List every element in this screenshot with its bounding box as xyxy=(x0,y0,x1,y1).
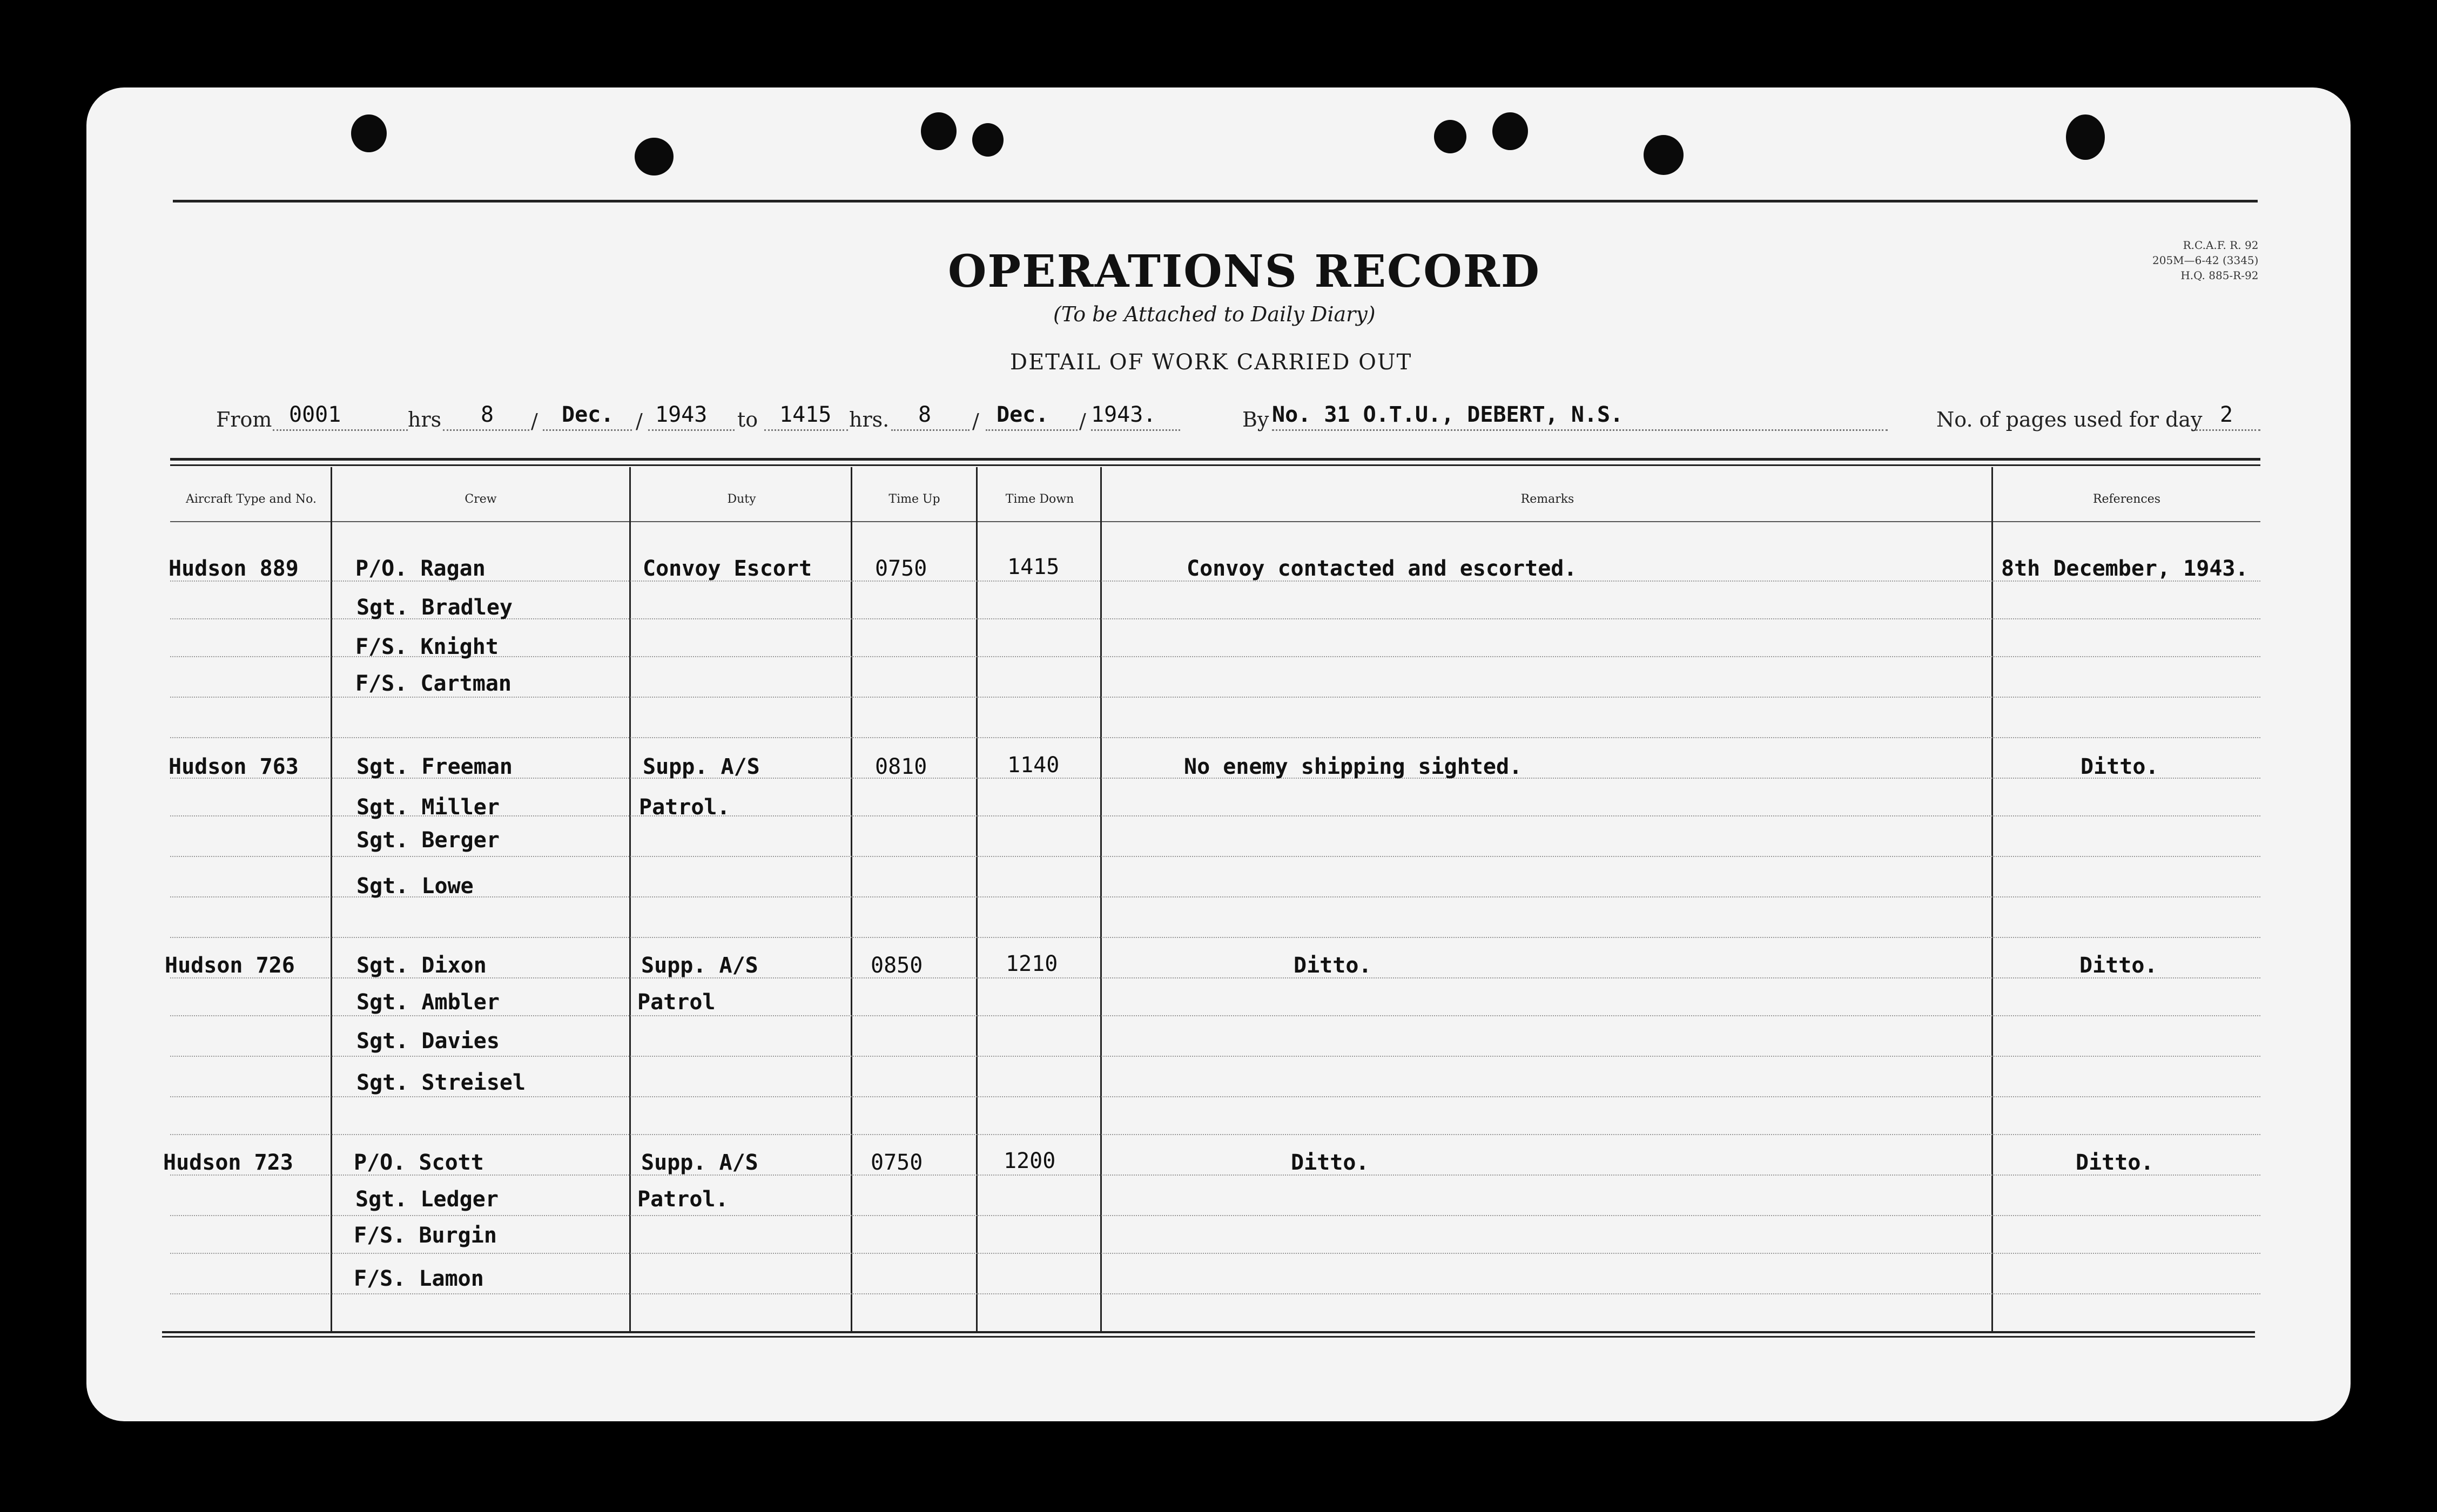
from-month: Dec. xyxy=(562,402,614,427)
col-divider xyxy=(629,467,631,1331)
top-rule xyxy=(173,200,2258,202)
crew-member: Sgt. Miller xyxy=(356,795,500,820)
time-down-cell: 1415 xyxy=(1007,555,1060,579)
duty-cell: Patrol xyxy=(637,990,716,1015)
duty-cell: Supp. A/S xyxy=(643,754,760,779)
reference-cell: Ditto. xyxy=(2076,1150,2154,1175)
reference-cell: Ditto. xyxy=(2079,953,2158,978)
aircraft-cell: Hudson 723 xyxy=(163,1150,293,1175)
date-slash: / xyxy=(972,409,979,433)
aircraft-cell: Hudson 726 xyxy=(165,953,295,978)
punch-hole xyxy=(921,112,957,150)
to-label: to xyxy=(737,408,758,431)
crew-member: Sgt. Berger xyxy=(356,828,500,853)
duty-cell: Supp. A/S xyxy=(641,1150,758,1175)
time-down-cell: 1210 xyxy=(1006,951,1058,976)
by-line xyxy=(1272,429,1888,431)
crew-member: P/O. Scott xyxy=(354,1150,484,1175)
reference-cell: 8th December, 1943. xyxy=(2001,556,2248,581)
crew-member: Sgt. Freeman xyxy=(356,754,513,779)
pages-count: 2 xyxy=(2220,402,2233,427)
remarks-cell: Ditto. xyxy=(1291,1150,1369,1175)
reference-cell: Ditto. xyxy=(2081,754,2159,779)
pages-line xyxy=(2196,429,2260,431)
crew-member: F/S. Cartman xyxy=(355,671,511,696)
form-code-line: R.C.A.F. R. 92 xyxy=(2183,239,2259,252)
punch-hole xyxy=(2066,114,2105,160)
ruling-line xyxy=(170,737,2260,738)
from-month-line xyxy=(543,429,632,431)
ruling-line xyxy=(170,937,2260,938)
duty-cell: Supp. A/S xyxy=(641,953,758,978)
ruling-line xyxy=(170,1293,2260,1294)
to-day-line xyxy=(891,429,970,431)
table-bottom-rule xyxy=(162,1336,2255,1338)
col-remarks-header: Remarks xyxy=(1520,492,1574,506)
to-year-line xyxy=(1091,429,1180,431)
crew-member: Sgt. Ambler xyxy=(356,990,500,1015)
ruling-line xyxy=(170,1134,2260,1135)
from-time-line xyxy=(273,429,408,431)
col-divider xyxy=(1100,467,1102,1331)
form-code xyxy=(2152,238,2258,283)
punch-hole xyxy=(1492,112,1528,150)
ruling-line xyxy=(170,1015,2260,1016)
date-slash: / xyxy=(1079,409,1086,433)
crew-member: Sgt. Streisel xyxy=(356,1070,526,1095)
header-underline xyxy=(170,521,2260,522)
col-timeup-header: Time Up xyxy=(888,492,940,506)
table-top-rule xyxy=(170,464,2260,466)
to-year: 1943. xyxy=(1091,402,1156,427)
duty-cell: Patrol. xyxy=(639,795,730,820)
pages-label: No. of pages used for day xyxy=(1936,408,2203,431)
from-year: 1943 xyxy=(655,402,708,427)
to-time: 1415 xyxy=(779,402,832,427)
time-down-cell: 1140 xyxy=(1007,753,1060,778)
col-divider xyxy=(976,467,978,1331)
duty-cell: Convoy Escort xyxy=(643,556,812,581)
punch-hole xyxy=(635,138,674,176)
col-timedown-header: Time Down xyxy=(1005,492,1074,506)
crew-member: P/O. Ragan xyxy=(355,556,486,581)
crew-member: Sgt. Ledger xyxy=(355,1187,499,1212)
crew-member: Sgt. Dixon xyxy=(356,953,487,978)
aircraft-cell: Hudson 889 xyxy=(169,556,299,581)
by-unit: No. 31 O.T.U., DEBERT, N.S. xyxy=(1272,402,1624,427)
time-up-cell: 0750 xyxy=(871,1150,923,1175)
ruling-line xyxy=(170,896,2260,897)
col-divider xyxy=(331,467,332,1331)
ruling-line xyxy=(170,856,2260,857)
time-down-cell: 1200 xyxy=(1004,1149,1056,1173)
crew-member: F/S. Burgin xyxy=(354,1223,497,1248)
punch-hole xyxy=(1434,120,1466,153)
form-code-line: 205M—6-42 (3345) xyxy=(2152,254,2259,267)
time-up-cell: 0810 xyxy=(875,754,927,779)
crew-member: Sgt. Lowe xyxy=(356,874,474,899)
date-slash: / xyxy=(531,409,538,433)
time-up-cell: 0850 xyxy=(871,953,923,978)
col-divider xyxy=(851,467,852,1331)
punch-hole xyxy=(351,114,387,152)
remarks-cell: Ditto. xyxy=(1294,953,1372,978)
from-time: 0001 xyxy=(289,402,341,427)
hrs-label: hrs. xyxy=(849,408,890,431)
col-crew-header: Crew xyxy=(464,492,497,506)
form-subtitle: (To be Attached to Daily Diary) xyxy=(1053,302,1376,326)
col-duty-header: Duty xyxy=(727,492,756,506)
from-day: 8 xyxy=(481,402,494,427)
crew-member: F/S. Knight xyxy=(355,634,499,659)
duty-cell: Patrol. xyxy=(637,1187,729,1212)
crew-member: Sgt. Bradley xyxy=(356,595,513,620)
ruling-line xyxy=(170,1056,2260,1057)
ruling-line xyxy=(170,1215,2260,1216)
remarks-cell: No enemy shipping sighted. xyxy=(1184,754,1523,779)
punch-hole xyxy=(1644,135,1684,175)
form-code-line: H.Q. 885-R-92 xyxy=(2180,269,2259,282)
remarks-cell: Convoy contacted and escorted. xyxy=(1187,556,1577,581)
from-day-line xyxy=(443,429,529,431)
to-time-line xyxy=(764,429,848,431)
to-day: 8 xyxy=(918,402,932,427)
date-slash: / xyxy=(636,409,643,433)
ruling-line xyxy=(170,697,2260,698)
col-references-header: References xyxy=(2092,492,2161,506)
form-title: OPERATIONS RECORD xyxy=(948,246,1540,298)
ruling-line xyxy=(170,1253,2260,1254)
from-year-line xyxy=(648,429,735,431)
crew-member: Sgt. Davies xyxy=(356,1029,500,1054)
from-label: From xyxy=(216,408,272,431)
punch-hole xyxy=(972,123,1004,157)
ruling-line xyxy=(170,1096,2260,1097)
table-top-rule xyxy=(170,458,2260,461)
aircraft-cell: Hudson 763 xyxy=(169,754,299,779)
detail-heading: DETAIL OF WORK CARRIED OUT xyxy=(1010,350,1412,375)
to-month-line xyxy=(986,429,1078,431)
crew-member: F/S. Lamon xyxy=(354,1266,484,1291)
hrs-label: hrs xyxy=(408,408,442,431)
time-up-cell: 0750 xyxy=(875,556,927,581)
table-bottom-rule xyxy=(162,1331,2255,1333)
col-aircraft-header: Aircraft Type and No. xyxy=(185,492,317,506)
by-label: By xyxy=(1242,408,1269,431)
to-month: Dec. xyxy=(997,402,1049,427)
col-divider xyxy=(1991,467,1993,1331)
